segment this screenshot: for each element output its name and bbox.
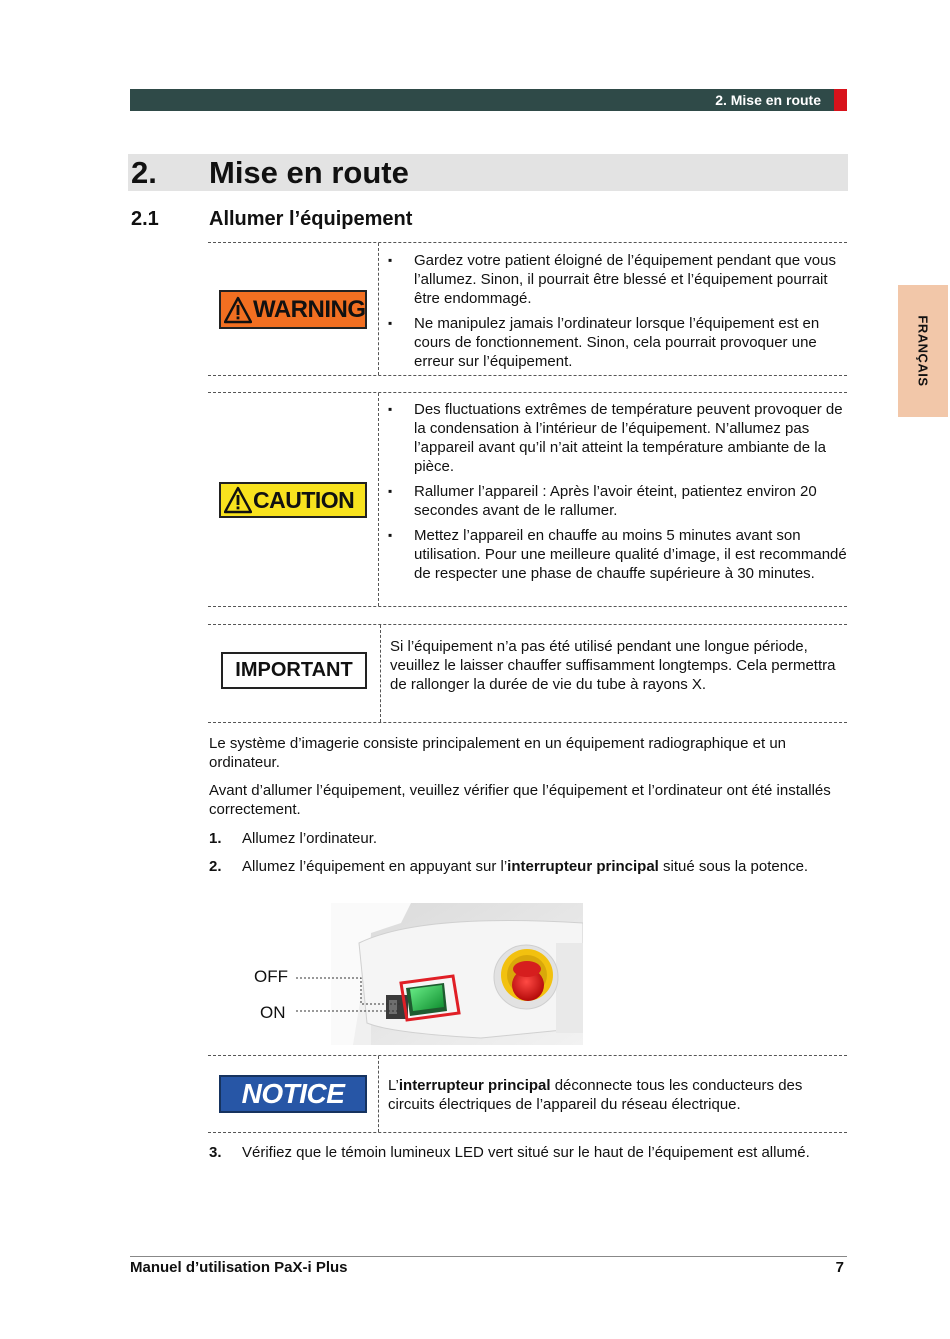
header-section-label: 2. Mise en route: [715, 92, 821, 108]
header-bar: [130, 89, 847, 111]
header-accent: [834, 89, 847, 111]
step-number: 2.: [209, 858, 222, 875]
caution-badge: [219, 482, 367, 518]
caution-text: [388, 400, 847, 589]
box-divider: [378, 393, 379, 606]
footer-rule: [130, 1256, 847, 1257]
warning-badge: [219, 290, 367, 329]
caution-badge-text: CAUTION: [253, 486, 355, 513]
warning-badge-text: WARNING: [253, 295, 366, 323]
caution-box: [208, 392, 847, 607]
important-text: Si l’équipement n’a pas été utilisé pendant une longue période, veuillez le laisser chauffer suffisamment longtemps. Cela permettra de rallonger la durée de vie du tube à rayons X.: [390, 638, 836, 693]
list-item: ▪ Ne manipulez jamais l’ordinateur lorsque l’équipement est en cours de fonctionnement. Sinon, cela pourrait provoquer une erreur sur l’équipement.: [388, 314, 847, 371]
list-item: ▪ Rallumer l’appareil : Après l’avoir éteint, patientez environ 20 secondes avant de le rallumer.: [388, 482, 847, 520]
chapter-title: Mise en route: [209, 155, 409, 190]
list-item: ▪ Des fluctuations extrêmes de température peuvent provoquer de la condensation à l’intérieur de l’équipement. N’allumez pas l’appareil avant qu’il n’ait atteint la température ambiante de la pièce.: [388, 400, 847, 476]
step-text: Allumez l’ordinateur.: [242, 830, 378, 847]
step-text: Vérifiez que le témoin lumineux LED vert situé sur le haut de l’équipement est allumé.: [242, 1144, 810, 1161]
footer-page-number: 7: [835, 1259, 844, 1276]
off-label: OFF: [254, 967, 288, 986]
step-number: 1.: [209, 830, 222, 847]
warning-box: [208, 242, 847, 376]
warning-triangle-icon: [224, 296, 252, 324]
on-label: ON: [260, 1003, 286, 1022]
box-divider: [380, 625, 381, 722]
notice-text: L’interrupteur principal déconnecte tous les conducteurs des circuits électriques de l’appareil du réseau électrique.: [388, 1077, 803, 1113]
footer-manual-title: Manuel d’utilisation PaX-i Plus: [130, 1259, 348, 1276]
notice-badge-text: NOTICE: [241, 1078, 345, 1109]
notice-badge: [219, 1075, 367, 1113]
important-box: [208, 624, 847, 723]
important-badge: IMPORTANT: [221, 652, 367, 689]
list-item: ▪ Mettez l’appareil en chauffe au moins 5 minutes avant son utilisation. Pour une meilleure qualité d’image, il est recommandé de respecter une phase de chauffe supérieure à 30 minutes.: [388, 526, 847, 583]
step-number: 3.: [209, 1144, 222, 1161]
switch-callout-lines: [290, 970, 430, 1020]
body-paragraph: Avant d’allumer l’équipement, veuillez vérifier que l’équipement et l’ordinateur ont été installés correctement.: [209, 782, 831, 818]
list-item: ▪ Gardez votre patient éloigné de l’équipement pendant que vous l’allumez. Sinon, il pourrait être blessé et l’équipement pourrait être endommagé.: [388, 251, 847, 308]
warning-text: [388, 251, 847, 377]
body-paragraph: Le système d’imagerie consiste principalement en un équipement radiographique et un ordinateur.: [209, 735, 787, 771]
box-divider: [378, 243, 379, 375]
chapter-number: 2.: [131, 155, 157, 190]
section-title: Allumer l’équipement: [209, 208, 413, 230]
language-side-tab: [898, 285, 948, 417]
step-text: Allumez l’équipement en appuyant sur l’interrupteur principal situé sous la potence.: [242, 858, 809, 875]
notice-box: [208, 1055, 847, 1133]
language-tab-label: FRANÇAIS: [915, 315, 931, 387]
chapter-heading: [128, 154, 848, 191]
caution-triangle-icon: [224, 486, 252, 514]
section-number: 2.1: [131, 208, 159, 230]
box-divider: [378, 1056, 379, 1132]
